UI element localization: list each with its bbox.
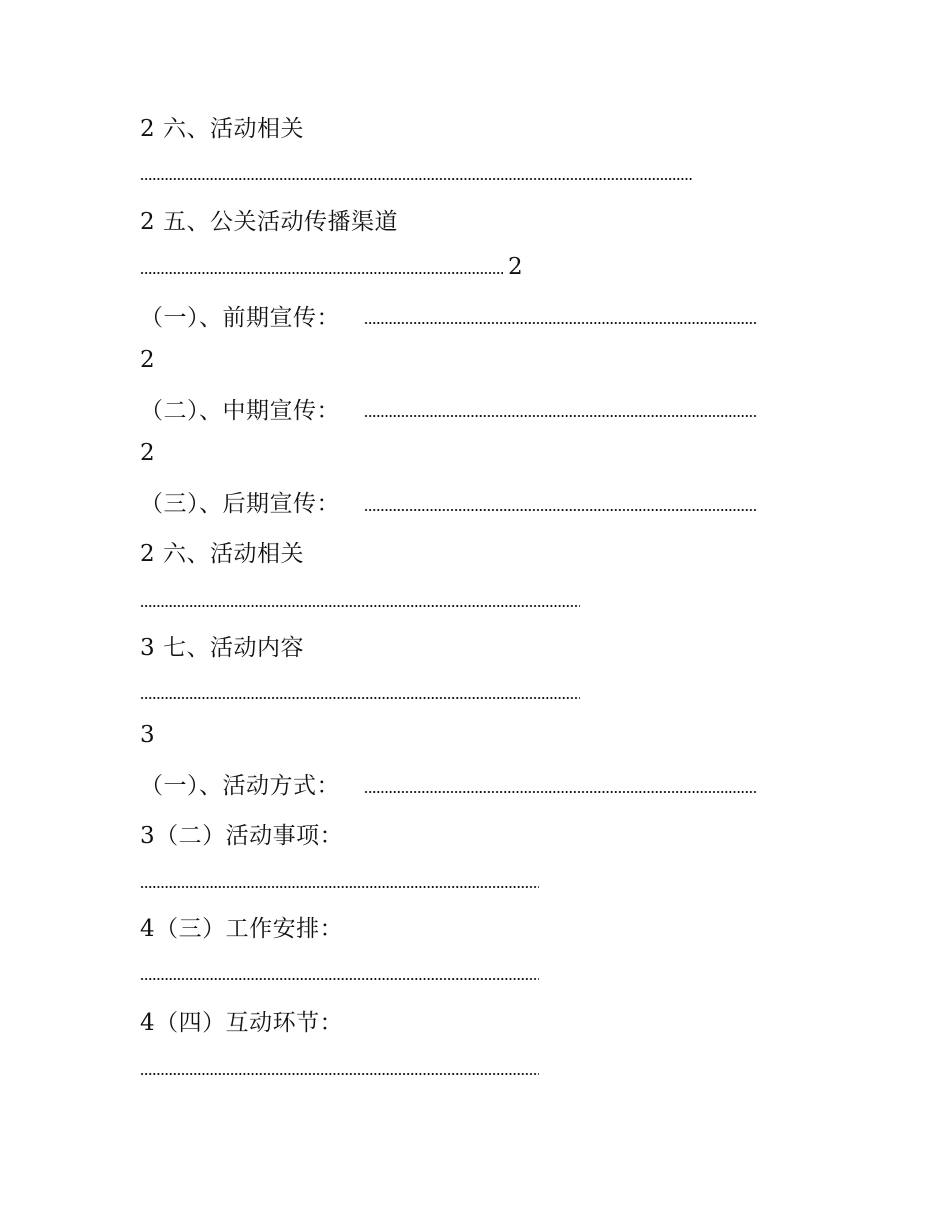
toc-line-14: 4（三）工作安排：	[140, 916, 344, 942]
toc-line-2: 2 五、公关活动传播渠道	[140, 209, 398, 235]
toc-line-1: 2 六、活动相关	[140, 116, 304, 142]
toc-line-7: 2	[140, 440, 156, 466]
toc-line-5: 2	[140, 347, 156, 373]
toc-line-9: 2 六、活动相关	[140, 541, 304, 567]
dot-leader	[140, 697, 580, 699]
dot-leader	[140, 178, 693, 180]
toc-line-11: 3	[140, 722, 156, 748]
dot-leader	[140, 1073, 539, 1075]
toc-line-2-page: 2	[508, 254, 524, 280]
toc-line-10: 3 七、活动内容	[140, 635, 304, 661]
dot-leader	[140, 978, 539, 980]
dot-leader	[364, 791, 758, 793]
toc-line-13: 3（二）活动事项：	[140, 823, 344, 849]
dot-leader	[364, 322, 758, 324]
toc-line-12: （一）、活动方式：	[140, 773, 340, 799]
toc-line-8: （三）、后期宣传：	[140, 491, 340, 517]
toc-line-15: 4（四）互动环节：	[140, 1010, 344, 1036]
toc-line-4: （一）、前期宣传：	[140, 305, 340, 331]
dot-leader	[140, 886, 539, 888]
toc-line-6: （二）、中期宣传：	[140, 398, 340, 424]
dot-leader	[140, 272, 503, 274]
dot-leader	[364, 415, 758, 417]
dot-leader	[364, 509, 758, 511]
dot-leader	[140, 605, 580, 607]
